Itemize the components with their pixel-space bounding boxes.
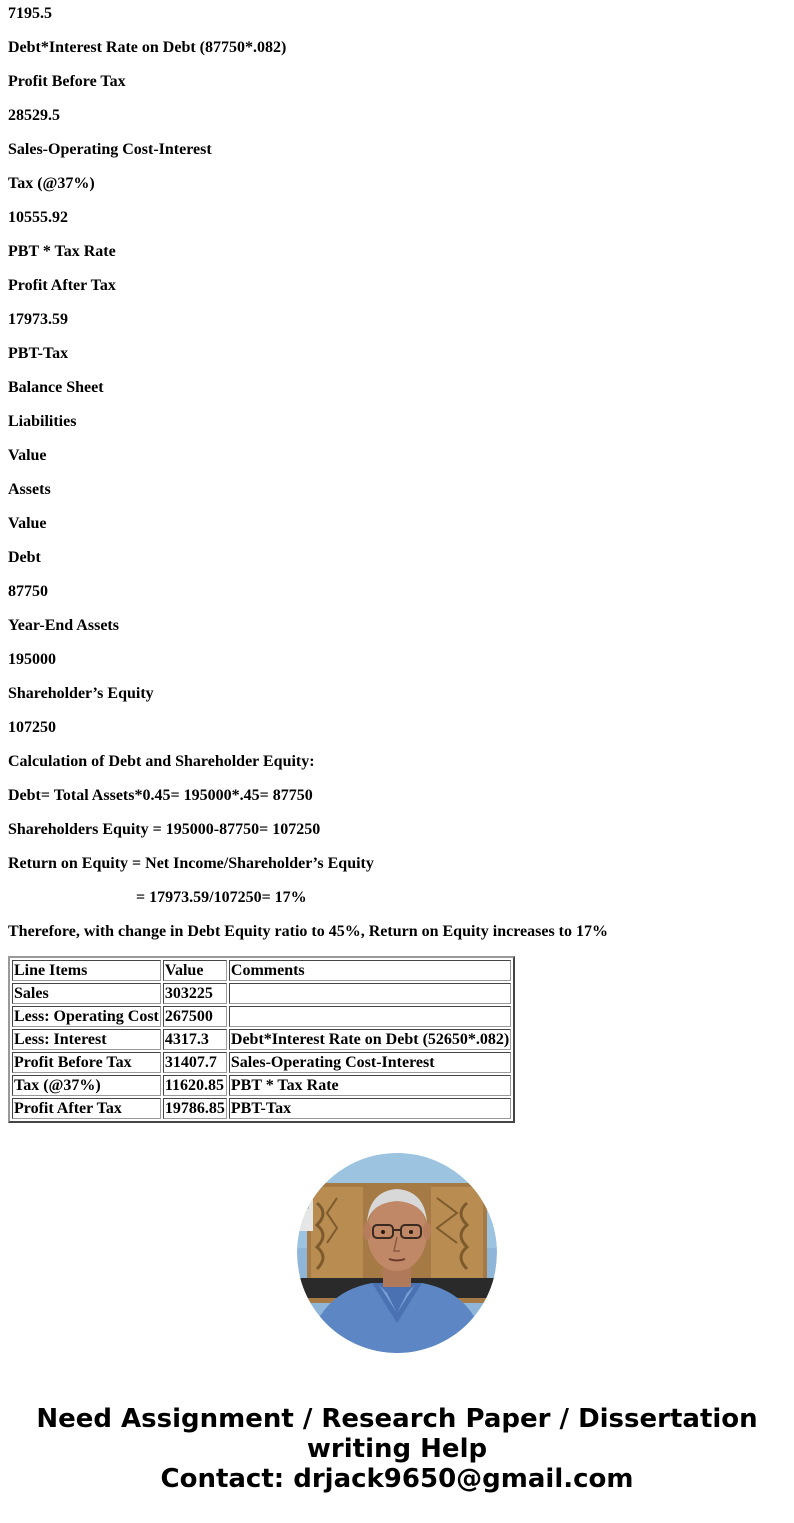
table-cell: Profit Before Tax [12,1052,161,1073]
cta-line-1: Need Assignment / Research Paper / Dissertation [36,1404,758,1434]
table-cell: 4317.3 [163,1029,227,1050]
paragraph: 195000 [8,651,56,668]
author-portrait-image [297,1153,497,1353]
table-cell: Line Items [12,960,161,981]
document-body [8,0,786,957]
paragraph: 10555.92 [8,209,68,226]
table-row [12,983,511,1004]
table-cell: Sales-Operating Cost-Interest [229,1052,511,1073]
paragraph: Assets [8,481,51,498]
income-statement-table [8,956,515,1123]
table-cell: Less: Operating Cost [14,1008,159,1025]
paragraph: Tax (@37%) [8,175,95,192]
table-cell: Value [163,960,227,981]
paragraph: Sales-Operating Cost-Interest [8,141,212,158]
paragraph: Year-End Assets [8,617,119,634]
table-cell: 19786.85 [164,1100,225,1117]
paragraph: Value [8,447,47,464]
table-row [12,1029,511,1050]
paragraph: Liabilities [8,413,77,430]
table-cell: Comments [229,960,511,981]
paragraph: 17973.59 [8,311,68,328]
table-row [12,1052,511,1073]
table-cell: 11620.85 [163,1075,227,1096]
table-cell: PBT-Tax [229,1098,511,1119]
table-cell: 303225 [163,983,227,1004]
paragraph: 28529.5 [8,107,60,124]
paragraph: Debt= Total Assets*0.45= 195000*.45= 87750 [8,787,313,804]
table-cell: Debt*Interest Rate on Debt (52650*.082) [230,1031,510,1048]
paragraph: Shareholder’s Equity [8,685,154,702]
contact-banner [0,1404,794,1494]
paragraph: Profit Before Tax [8,73,126,90]
paragraph: Debt [8,549,41,566]
paragraph: 87750 [8,583,48,600]
paragraph: 7195.5 [8,5,52,22]
contact-email[interactable]: Contact: drjack9650@gmail.com [160,1464,634,1494]
paragraph: Shareholders Equity = 195000-87750= 107250 [8,821,321,838]
table-header-row [12,960,511,981]
table-row [12,1098,511,1119]
table-cell: 267500 [163,1006,227,1027]
paragraph: Return on Equity = Net Income/Shareholder’s Equity [8,855,374,872]
paragraph: Therefore, with change in Debt Equity ratio to 45%, Return on Equity increases to 17% [8,923,608,940]
table-row [12,1075,511,1096]
table-cell [229,983,511,1004]
paragraph: 107250 [8,719,56,736]
table-cell: PBT * Tax Rate [229,1075,511,1096]
paragraph: PBT * Tax Rate [8,243,116,260]
paragraph: PBT-Tax [8,345,69,362]
table-cell: Sales [12,983,161,1004]
table-cell [229,1006,511,1027]
paragraph: Value [8,515,47,532]
section-heading-balance-sheet: Balance Sheet [8,379,104,396]
table-cell: Profit After Tax [12,1098,161,1119]
paragraph: Calculation of Debt and Shareholder Equity: [8,753,315,770]
cta-line-2: writing Help [306,1434,488,1464]
paragraph: Debt*Interest Rate on Debt (87750*.082) [8,39,287,56]
table-cell: 31407.7 [163,1052,227,1073]
table-cell: Tax (@37%) [12,1075,161,1096]
table-cell: Less: Interest [12,1029,161,1050]
author-avatar [297,1153,497,1353]
paragraph: Profit After Tax [8,277,116,294]
table-row [12,1006,511,1027]
paragraph: = 17973.59/107250= 17% [136,889,307,906]
